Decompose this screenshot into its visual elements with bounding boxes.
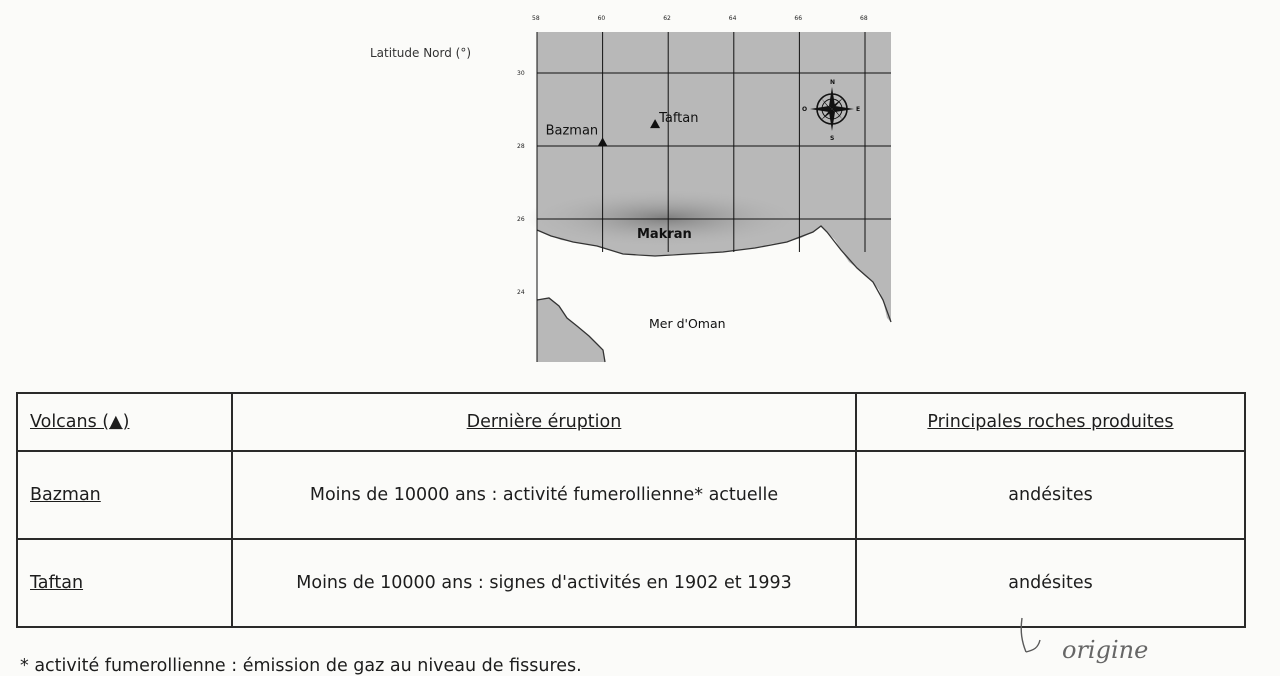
longitude-tick: 60 (597, 15, 606, 22)
latitude-axis-label: Latitude Nord (°) (370, 46, 472, 60)
cell-roches: andésites (856, 451, 1245, 539)
cell-eruption: Moins de 10000 ans : signes d'activités en 1902 et 1993 (232, 539, 856, 627)
header-volcans (17, 393, 232, 451)
handwritten-text: origine (1062, 636, 1149, 664)
cell-eruption: Moins de 10000 ans : activité fumerollienne* actuelle (232, 451, 856, 539)
header-volcans-text: Volcans ( (30, 412, 110, 432)
latitude-tick: 26 (517, 216, 525, 223)
longitude-tick: 64 (728, 15, 737, 22)
volcan-name: Taftan (30, 573, 84, 593)
volcano-label: Bazman (545, 123, 599, 139)
footnote: * activité fumerollienne : émission de gaz au niveau de fissures. (20, 656, 582, 676)
latitude-tick: 28 (517, 143, 525, 150)
compass-south-label: S (830, 135, 835, 142)
latitude-tick: 24 (517, 289, 525, 296)
cell-roches: andésites (856, 539, 1245, 627)
region-label-makran: Makran (637, 227, 692, 242)
header-derniere-text: Dernière éruption (466, 412, 622, 432)
map-canvas (505, 0, 905, 370)
handwritten-note (1010, 612, 1180, 675)
volcano-table (16, 392, 1246, 628)
table-row (17, 451, 1245, 539)
land-area (537, 32, 891, 322)
header-derniere-eruption (232, 393, 856, 451)
table-header-row (17, 393, 1245, 451)
longitude-tick: 68 (860, 15, 868, 22)
volcano-triangle-icon: ▲ (109, 412, 123, 432)
cell-volcan (17, 539, 232, 627)
longitude-tick: 66 (794, 15, 803, 22)
sea-label: Mer d'Oman (649, 316, 726, 331)
land-southwest (537, 298, 605, 362)
cell-volcan (17, 451, 232, 539)
longitude-tick: 62 (663, 15, 671, 22)
volcan-name: Bazman (30, 485, 101, 505)
header-volcans-close: ) (122, 412, 130, 432)
volcano-label: Taftan (659, 111, 699, 127)
compass-north: N (830, 79, 836, 86)
header-roches (856, 393, 1245, 451)
longitude-tick: 58 (532, 15, 540, 22)
latitude-tick: 30 (517, 70, 525, 77)
compass-west-label: O (802, 106, 808, 113)
compass-east-label: E (856, 106, 861, 113)
header-roches-text: Principales roches produites (927, 412, 1174, 432)
volcano-map (505, 0, 905, 374)
